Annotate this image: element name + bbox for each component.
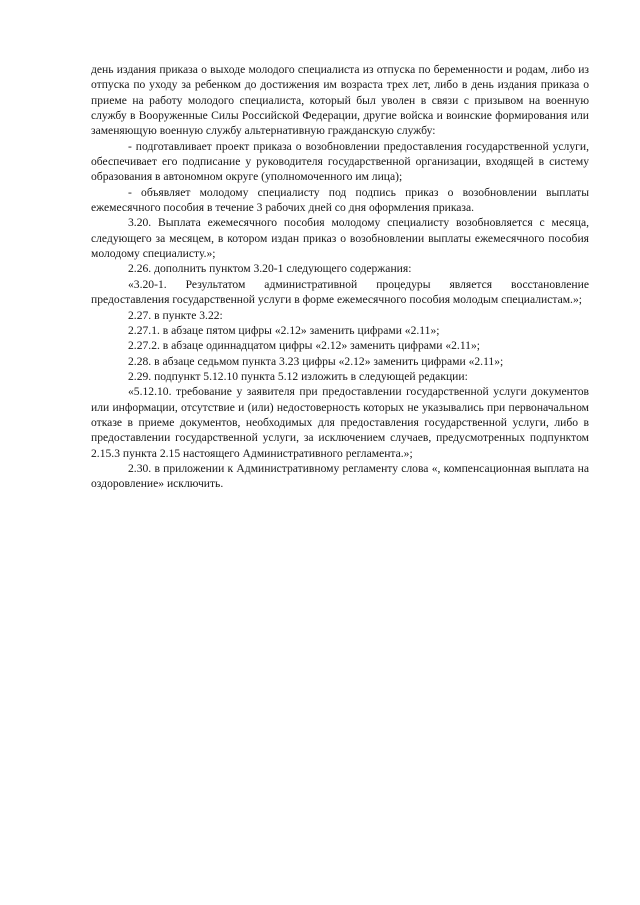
document-page (91, 62, 589, 492)
paragraph-2-27-2: 2.27.2. в абзаце одиннадцатом цифры «2.12» заменить цифрами «2.11»; (128, 339, 481, 353)
paragraph-prepare-order: - подготавливает проект приказа о возобновлении предоставления государственной услуги, обеспечивает его подписание у руководителя государственной организации, входящей в систему образования в автономном округе (уполномоченного им лица); (91, 139, 589, 184)
paragraph-continuation: день издания приказа о выходе молодого специалиста из отпуска по беременности и родам, либо из отпуска по уходу за ребенком до достижения им возраста трех лет, либо в день издания приказа о приеме на работу молодого специалиста, который был уволен в связи с призывом на военную службу в Вооруженные Силы Российской Федерации, другие войска и воинские формирования или заменяющую военную службу альтернативную гражданскую службу: (91, 63, 589, 138)
paragraph-announce-order: - объявляет молодому специалисту под подпись приказ о возобновлении выплаты ежемесячного пособия в течение 3 рабочих дней со дня оформления приказа. (91, 185, 589, 215)
paragraph-2-26: 2.26. дополнить пунктом 3.20-1 следующего содержания: (128, 262, 412, 276)
paragraph-2-27-1: 2.27.1. в абзаце пятом цифры «2.12» заменить цифрами «2.11»; (128, 323, 440, 337)
paragraph-2-29: 2.29. подпункт 5.12.10 пункта 5.12 изложить в следующей редакции: (128, 369, 468, 383)
paragraph-5-12-10: «5.12.10. требование у заявителя при предоставлении государственной услуги документов или информации, отсутствие и (или) недостоверность которых не указывались при первоначальном отказе в приеме документов, необходимых для предоставления государственной услуги, либо в предоставлении государственной услуги, за исключением случаев, предусмотренных подпунктом 2.15.3 пункта 2.15 настоящего Административного регламента.»; (91, 385, 589, 460)
paragraph-3-20-1: «3.20-1. Результатом административной процедуры является восстановление предоставления государственной услуги в форме ежемесячного пособия молодым специалистам.»; (91, 277, 589, 307)
paragraph-2-27: 2.27. в пункте 3.22: (128, 308, 223, 322)
paragraph-2-30: 2.30. в приложении к Административному регламенту слова «, компенсационная выплата на оздоровление» исключить. (91, 461, 589, 491)
paragraph-2-28: 2.28. в абзаце седьмом пункта 3.23 цифры «2.12» заменить цифрами «2.11»; (128, 354, 504, 368)
paragraph-3-20: 3.20. Выплата ежемесячного пособия молодому специалисту возобновляется с месяца, следующего за месяцем, в котором издан приказ о возобновлении выплаты ежемесячного пособия молодому специалисту.»; (91, 216, 589, 261)
